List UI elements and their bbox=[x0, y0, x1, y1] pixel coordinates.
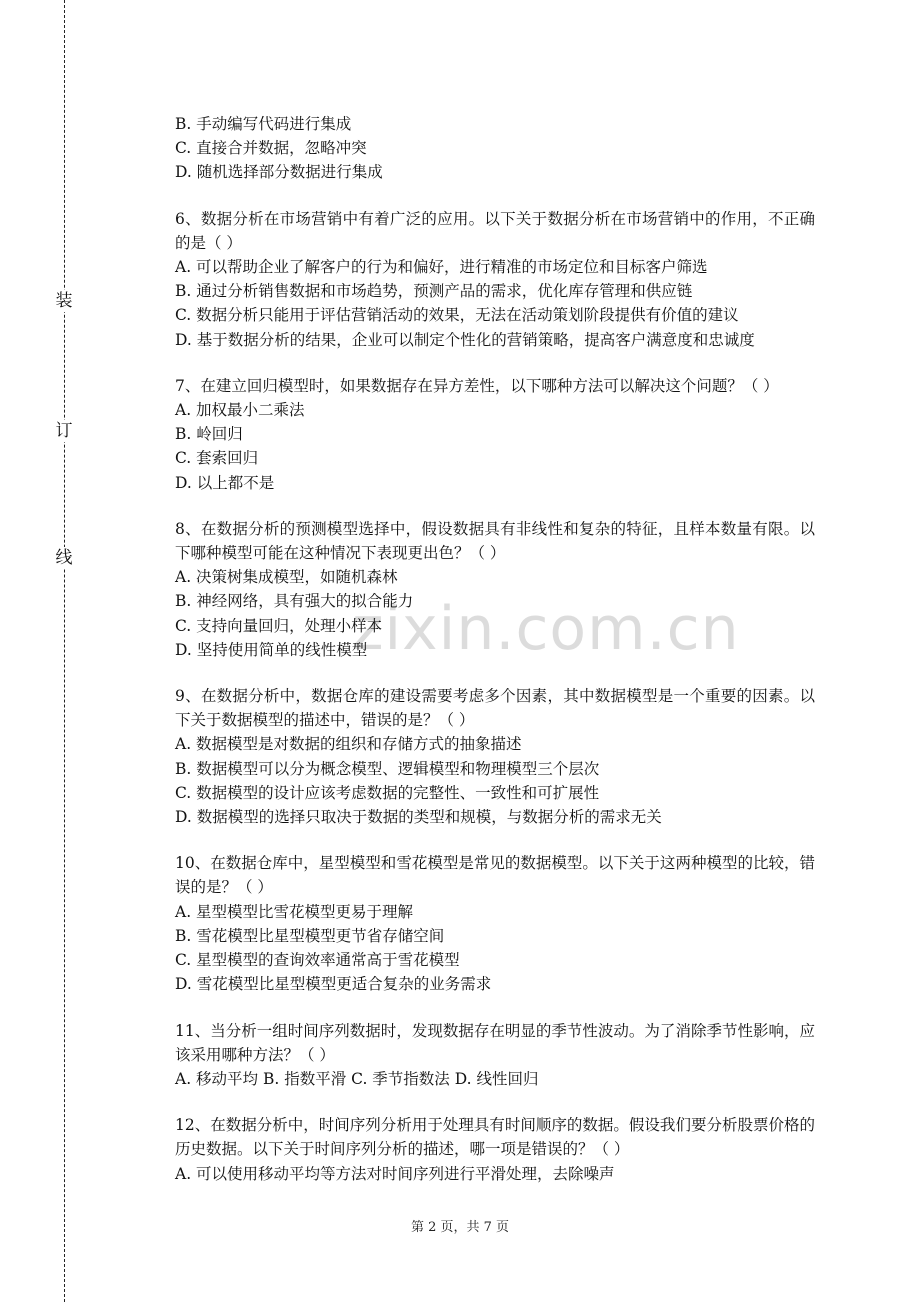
question-5-continued bbox=[175, 112, 815, 185]
option-b: B. 数据模型可以分为概念模型、逻辑模型和物理模型三个层次 bbox=[175, 759, 600, 778]
question-stem: 11、当分析一组时间序列数据时，发现数据存在明显的季节性波动。为了消除季节性影响，应该采用哪种方法？（ ） bbox=[175, 1021, 815, 1064]
option-a: A. 可以帮助企业了解客户的行为和偏好，进行精准的市场定位和目标客户筛选 bbox=[175, 258, 708, 277]
option-a: A. 决策树集成模型，如随机森林 bbox=[175, 568, 398, 587]
binding-label-xian: 线 bbox=[55, 548, 73, 568]
binding-label-zhuang: 装 bbox=[55, 291, 73, 311]
option-d: D. 以上都不是 bbox=[175, 473, 275, 492]
option-b: B. 岭回归 bbox=[175, 425, 243, 444]
option-a: A. 加权最小二乘法 bbox=[175, 401, 305, 420]
page-footer: 第 2 页，共 7 页 bbox=[410, 1220, 510, 1235]
question-8 bbox=[175, 517, 815, 662]
question-list bbox=[175, 112, 815, 1208]
question-stem: 12、在数据分析中，时间序列分析用于处理具有时间顺序的数据。假设我们要分析股票价格的历史数据。以下关于时间序列分析的描述，哪一项是错误的？（ ） bbox=[175, 1116, 815, 1159]
option-b: B. 通过分析销售数据和市场趋势，预测产品的需求，优化库存管理和供应链 bbox=[175, 282, 693, 301]
option-a: A. 可以使用移动平均等方法对时间序列进行平滑处理，去除噪声 bbox=[175, 1164, 615, 1183]
question-stem: 7、在建立回归模型时，如果数据存在异方差性，以下哪种方法可以解决这个问题？（ ） bbox=[175, 376, 779, 395]
option-d: D. 数据模型的选择只取决于数据的类型和规模，与数据分析的需求无关 bbox=[175, 808, 662, 827]
option-a: A. 数据模型是对数据的组织和存储方式的抽象描述 bbox=[175, 735, 522, 754]
question-stem: 10、在数据仓库中，星型模型和雪花模型是常见的数据模型。以下关于这两种模型的比较，错误的是？（ ） bbox=[175, 854, 815, 897]
question-6 bbox=[175, 207, 815, 352]
question-stem: 8、在数据分析的预测模型选择中，假设数据具有非线性和复杂的特征，且样本数量有限。以下哪种模型可能在这种情况下表现更出色？（ ） bbox=[175, 519, 815, 563]
option-c: C. 支持向量回归，处理小样本 bbox=[175, 616, 383, 635]
option-b: B. 神经网络，具有强大的拟合能力 bbox=[175, 592, 414, 611]
question-7 bbox=[175, 374, 815, 495]
question-10 bbox=[175, 851, 815, 996]
option-c: C. 直接合并数据，忽略冲突 bbox=[175, 139, 367, 158]
option-a: A. 星型模型比雪花模型更易于理解 bbox=[175, 902, 414, 921]
watermark: zixin.com.cn bbox=[352, 594, 740, 664]
option-c: C. 套索回归 bbox=[175, 449, 259, 468]
binding-label-ding: 订 bbox=[55, 421, 73, 441]
option-d: D. 雪花模型比星型模型更适合复杂的业务需求 bbox=[175, 975, 492, 994]
question-stem: 9、在数据分析中，数据仓库的建设需要考虑多个因素，其中数据模型是一个重要的因素。以下关于数据模型的描述中，错误的是？（ ） bbox=[175, 687, 815, 730]
option-c: C. 数据模型的设计应该考虑数据的完整性、一致性和可扩展性 bbox=[175, 783, 600, 802]
question-9 bbox=[175, 684, 815, 829]
question-stem: 6、数据分析在市场营销中有着广泛的应用。以下关于数据分析在市场营销中的作用，不正确的是（ ） bbox=[175, 209, 815, 252]
option-c: C. 数据分析只能用于评估营销活动的效果，无法在活动策划阶段提供有价值的建议 bbox=[175, 306, 739, 325]
option-c: C. 星型模型的查询效率通常高于雪花模型 bbox=[175, 951, 460, 970]
option-b: B. 雪花模型比星型模型更节省存储空间 bbox=[175, 926, 445, 945]
question-12 bbox=[175, 1113, 815, 1186]
options-inline: A. 移动平均 B. 指数平滑 C. 季节指数法 D. 线性回归 bbox=[175, 1069, 539, 1088]
option-d: D. 坚持使用简单的线性模型 bbox=[175, 640, 368, 659]
option-d: D. 基于数据分析的结果，企业可以制定个性化的营销策略，提高客户满意度和忠诚度 bbox=[175, 330, 755, 349]
binding-dashed-line bbox=[64, 0, 65, 1302]
option-b: B. 手动编写代码进行集成 bbox=[175, 115, 352, 133]
question-11 bbox=[175, 1019, 815, 1092]
option-d: D. 随机选择部分数据进行集成 bbox=[175, 163, 383, 182]
